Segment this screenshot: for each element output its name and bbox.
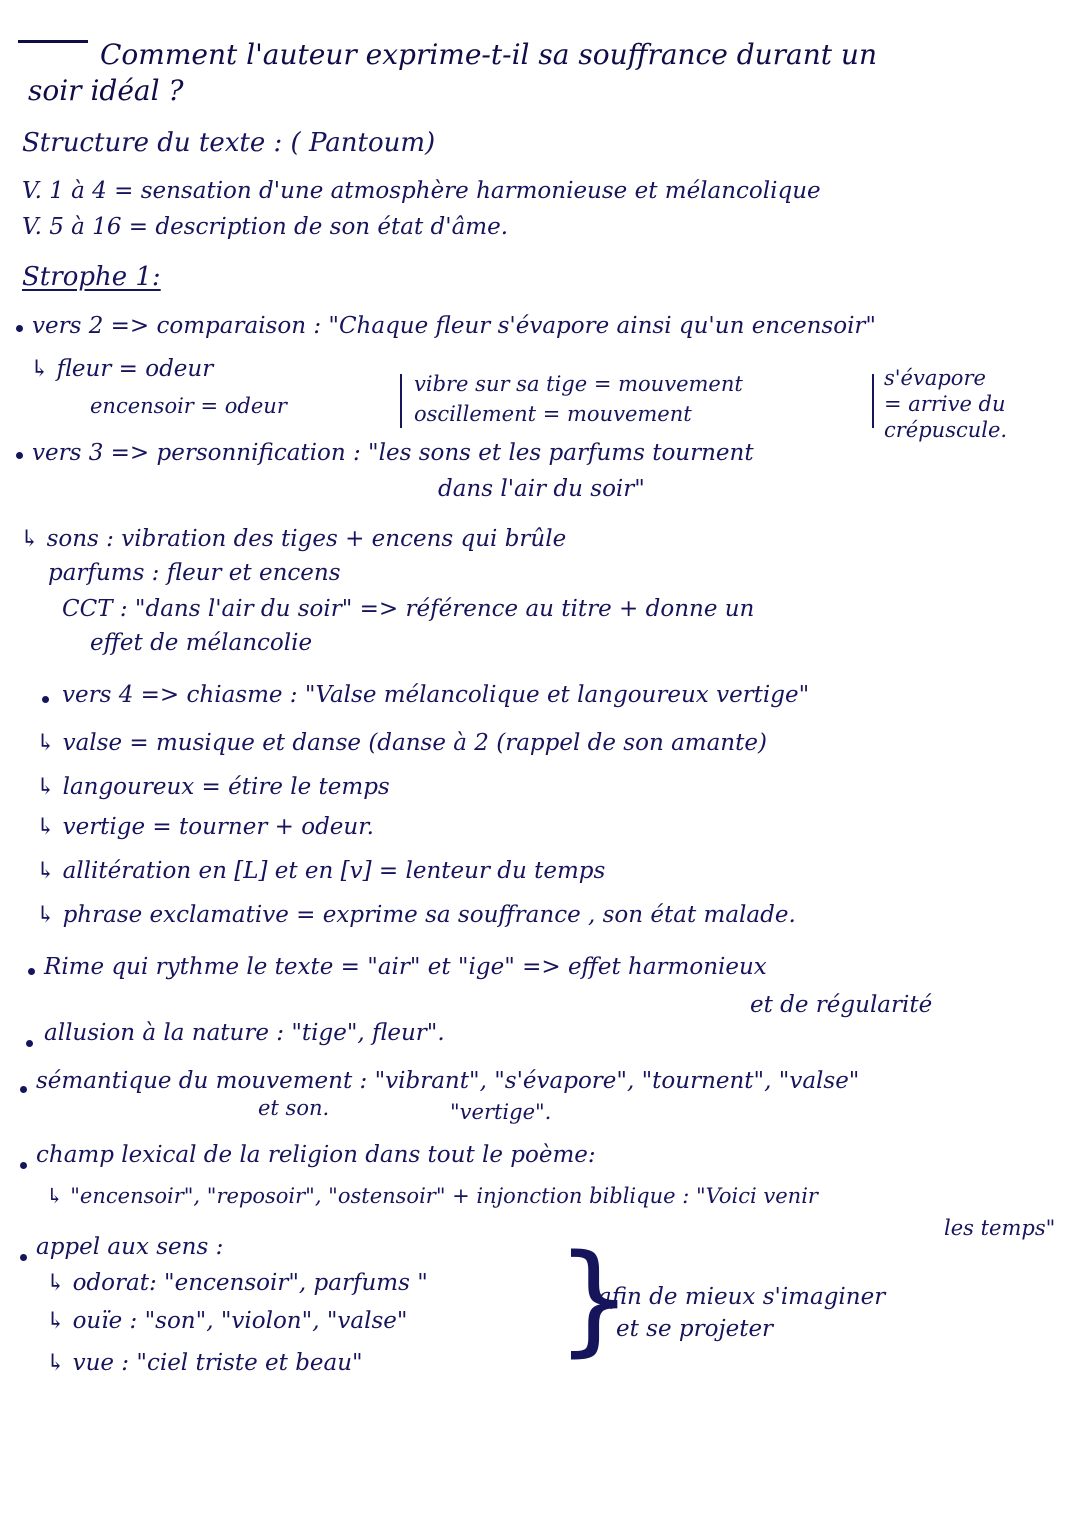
champ-line: champ lexical de la religion dans tout le poème: [36,1142,596,1168]
vers3-sub-1: ↳ sons : vibration des tiges + encens qui brûle [20,526,567,552]
vers3-sub-3: CCT : "dans l'air du soir" => référence au titre + donne un [62,596,755,622]
vers4-line: vers 4 => chiasme : "Valse mélancolique et langoureux vertige" [62,682,810,708]
vers2-mid-1: vibre sur sa tige = mouvement [414,372,743,396]
sens-sub-2: ↳ ouïe : "son", "violon", "valse" [46,1308,408,1334]
nature-line: allusion à la nature : "tige", fleur". [44,1020,445,1046]
vers4-sub-2: ↳ langoureux = étire le temps [36,774,390,800]
sens-sub-1: ↳ odorat: "encensoir", parfums " [46,1270,428,1296]
leading-dash [18,40,88,43]
vers3-line-b: dans l'air du soir" [438,476,645,502]
structure-line-2: V. 5 à 16 = description de son état d'âme. [22,214,509,240]
bullet [20,1086,27,1093]
vers3-sub-4: effet de mélancolie [90,630,313,656]
bullet [20,1162,27,1169]
separator [400,374,402,428]
sens-sub-3: ↳ vue : "ciel triste et beau" [46,1350,363,1376]
vers3-sub-2: parfums : fleur et encens [48,560,341,586]
vers2-mid-2: oscillement = mouvement [414,402,692,426]
vers3-line: vers 3 => personnification : "les sons et les parfums tournent [32,440,754,466]
strophe-heading: Strophe 1: [22,262,161,292]
vers2-right-1: s'évapore [884,366,986,390]
vers2-sub-1: ↳ fleur = odeur [30,356,214,382]
brace: } [556,1230,633,1369]
vers4-sub-4: ↳ allitération en [L] et en [v] = lenteur du temps [36,858,606,884]
bullet [26,1040,33,1047]
separator [872,374,874,428]
vers4-sub-1: ↳ valse = musique et danse (danse à 2 (rappel de son amante) [36,730,767,756]
question-line-2: soir idéal ? [28,74,184,107]
vers4-sub-5: ↳ phrase exclamative = exprime sa souffrance , son état malade. [36,902,796,928]
bullet [28,968,35,975]
vers2-right-2: = arrive du [884,392,1006,416]
question-line-1: Comment l'auteur exprime-t-il sa souffrance durant un [100,38,877,71]
semantique-sub-a: et son. [258,1096,330,1120]
rime-line-b: et de régularité [750,992,933,1018]
champ-sub-b: les temps" [944,1216,1056,1240]
vers2-line: vers 2 => comparaison : "Chaque fleur s'évapore ainsi qu'un encensoir" [32,313,877,339]
structure-heading: Structure du texte : ( Pantoum) [22,128,436,158]
rime-line: Rime qui rythme le texte = "air" et "ige" => effet harmonieux [44,954,767,980]
vers4-sub-3: ↳ vertige = tourner + odeur. [36,814,374,840]
champ-sub: ↳ "encensoir", "reposoir", "ostensoir" + injonction biblique : "Voici venir [46,1184,818,1208]
bullet [16,452,23,459]
sens-aside-2: et se projeter [616,1316,774,1342]
vers2-sub-2: encensoir = odeur [90,394,287,418]
bullet [42,696,49,703]
sens-line: appel aux sens : [36,1234,224,1260]
sens-aside-1: afin de mieux s'imaginer [598,1284,886,1310]
semantique-line: sémantique du mouvement : "vibrant", "s'évapore", "tournent", "valse" [36,1068,860,1094]
vers2-right-3: crépuscule. [884,418,1008,442]
bullet [16,325,23,332]
semantique-sub-b: "vertige". [450,1100,552,1124]
bullet [20,1254,27,1261]
structure-line-1: V. 1 à 4 = sensation d'une atmosphère harmonieuse et mélancolique [22,178,821,204]
